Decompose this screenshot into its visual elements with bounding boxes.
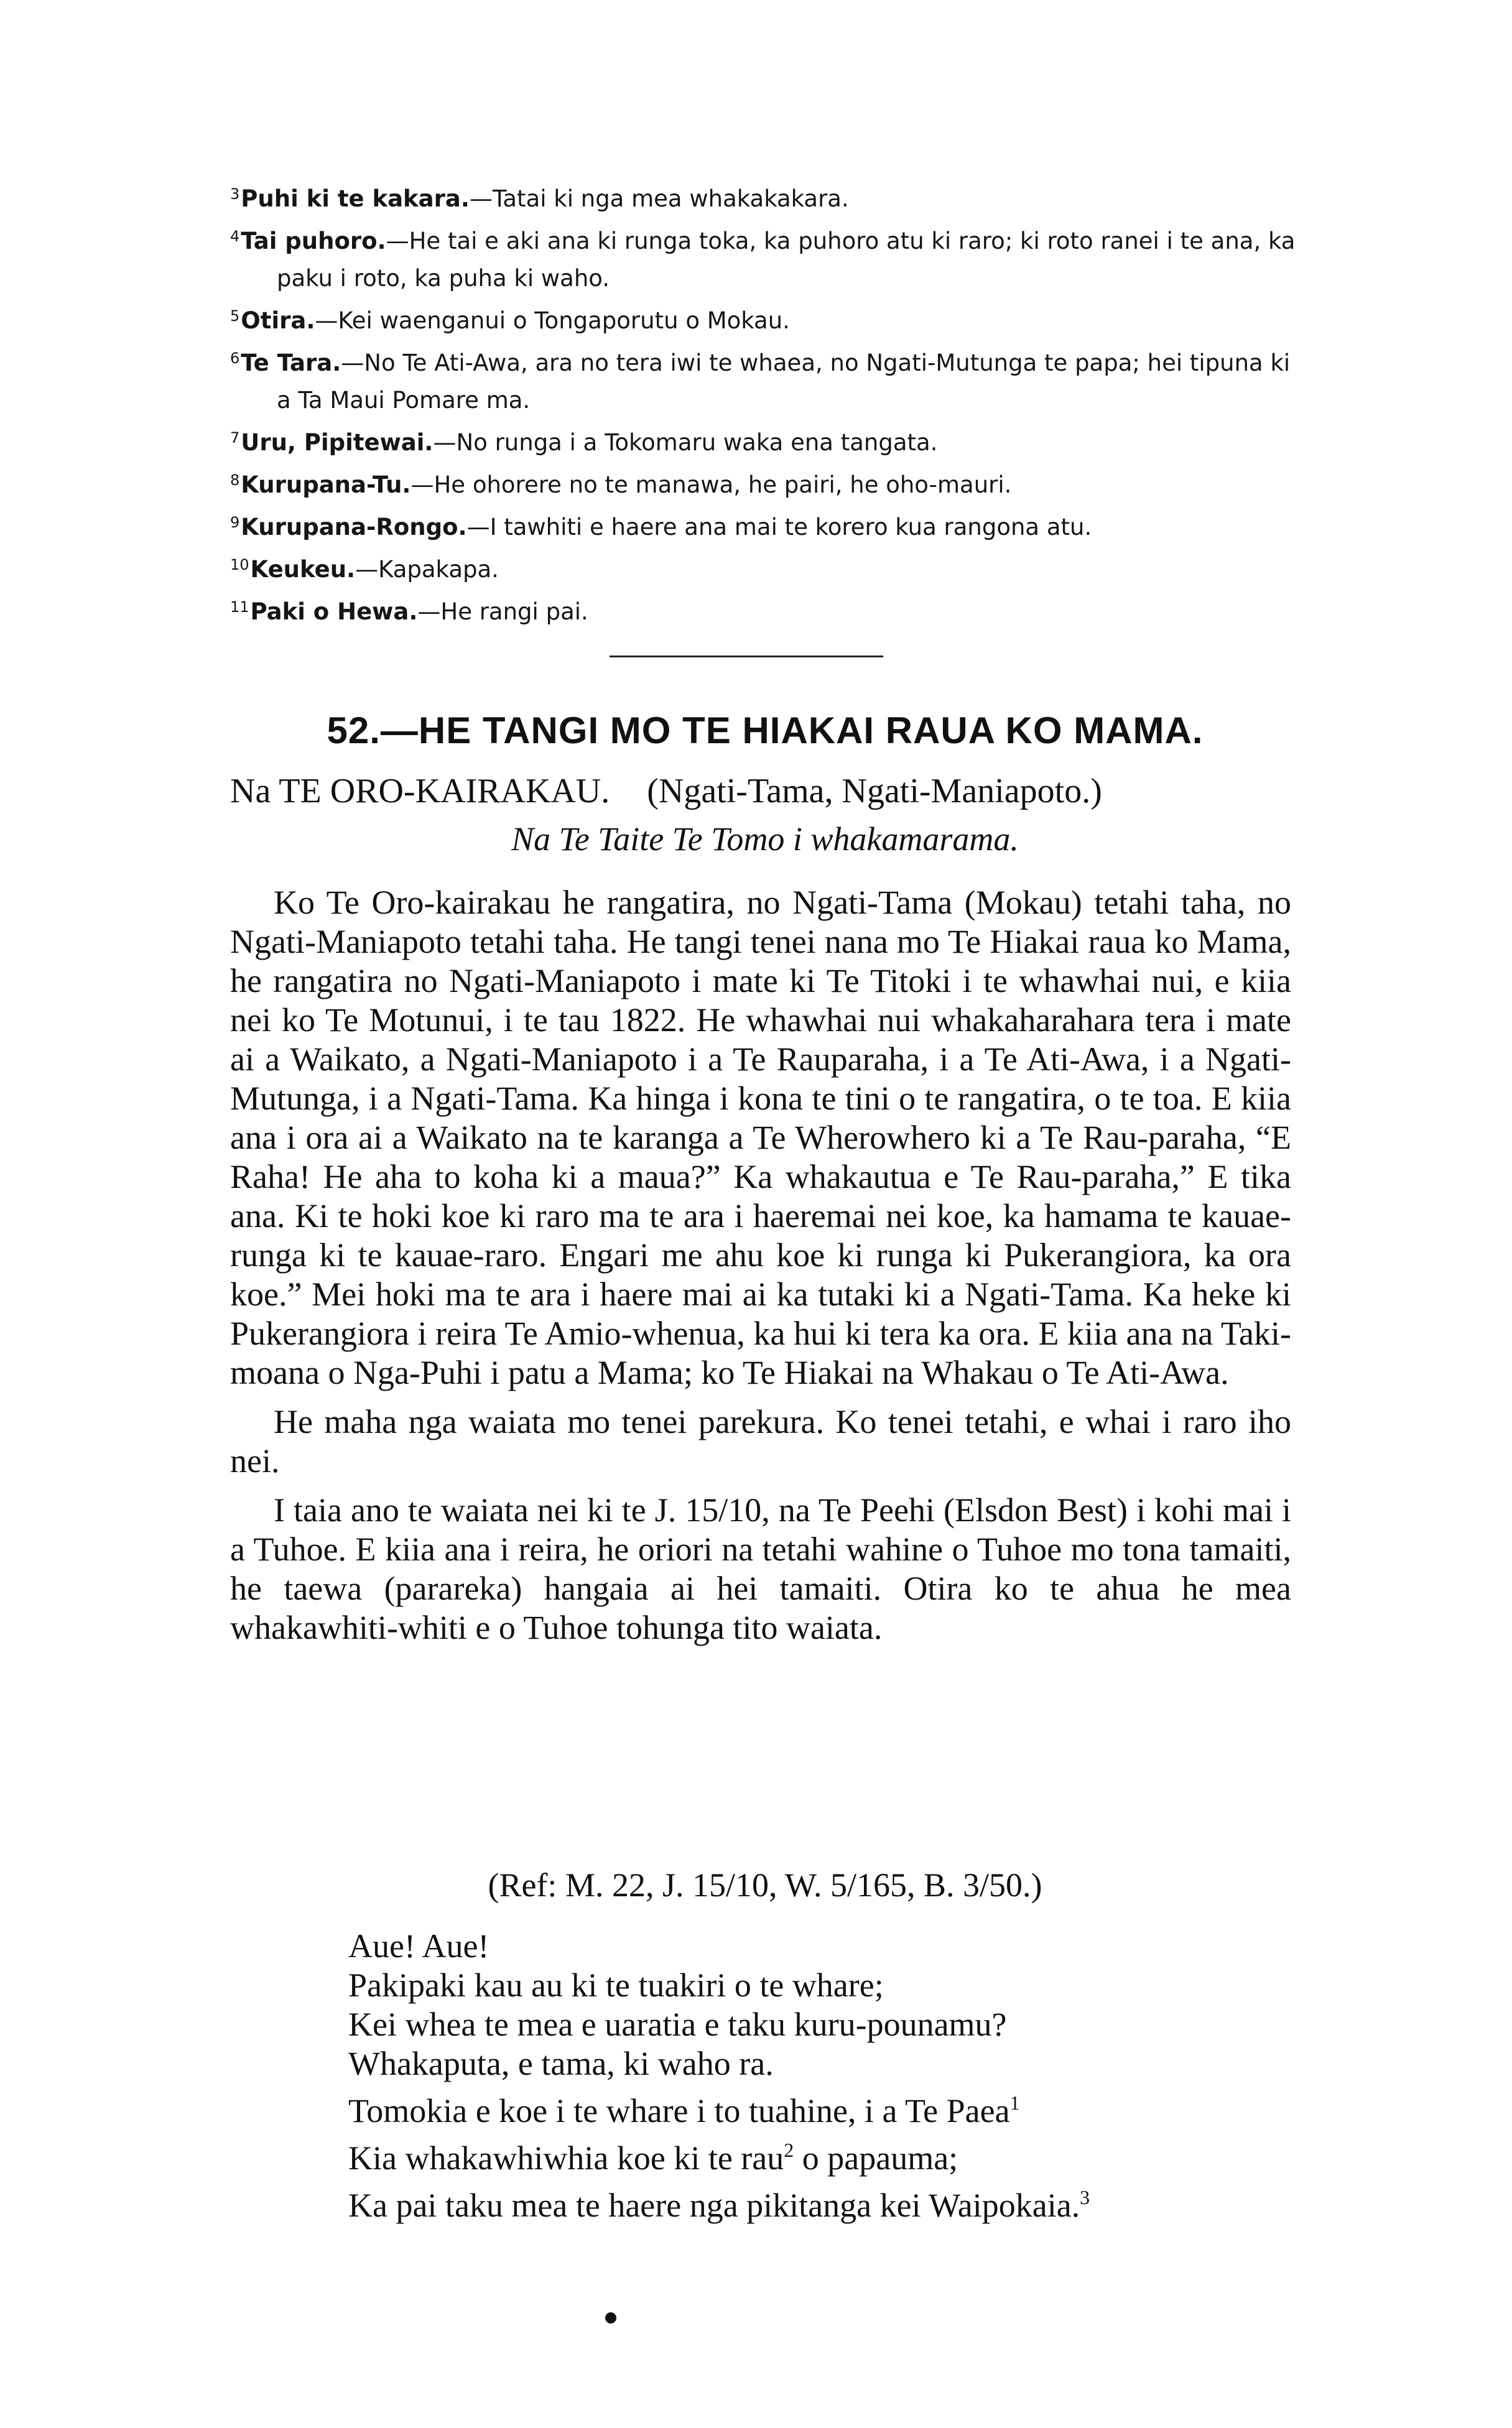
footnote-term: Otira.	[241, 307, 315, 334]
footnote-term: Keukeu.	[250, 556, 356, 583]
footnote-number: 10	[230, 556, 249, 573]
poem	[348, 1927, 1294, 2225]
poem-line-text: Aue! Aue!	[348, 1927, 489, 1965]
paragraph: I taia ano te waiata nei ki te J. 15/10, na Te Peehi (Elsdon Best) i kohi mai i a Tuhoe. E kiia ana i reira, he oriori na tetahi wahine o Tuhoe mo tona tamaiti, he taewa (parareka) hangaia ai hei tamaiti. Otira ko te ahua he mea whakawhiti-whiti e o Tuhoe tohunga tito waiata.	[230, 1491, 1291, 1646]
poem-line	[348, 2044, 1294, 2083]
poem-footnote-marker: 3	[1080, 2186, 1090, 2208]
footnote-text: —Kei waenganui o Tongaporutu o Mokau.	[315, 307, 790, 334]
footnote-number: 6	[230, 350, 240, 367]
poem-line-text: Kia whakawhiwhia koe ki te rau	[348, 2139, 784, 2177]
poem-line-text: Ka pai taku mea te haere nga pikitanga kei Waipokaia.	[348, 2187, 1080, 2224]
footnote-term: Kurupana-Rongo.	[241, 514, 467, 540]
footnote-text: —I tawhiti e haere ana mai te korero kua rangona atu.	[466, 514, 1092, 540]
poem-footnote-marker: 1	[1009, 2092, 1020, 2114]
poem-line	[348, 2178, 1294, 2225]
explanation-credit: Na Te Taite Te Tomo i whakamarama.	[511, 820, 1019, 858]
footnote	[230, 175, 1300, 218]
author-name: Na TE ORO-KAIRAKAU.	[230, 772, 610, 810]
footnote-number: 3	[230, 185, 240, 203]
footnote	[230, 297, 1300, 340]
footnote	[230, 504, 1300, 546]
footnotes-block	[230, 175, 1300, 631]
footnote-term: Paki o Hewa.	[250, 598, 418, 625]
poem-line-text: o papauma;	[794, 2139, 958, 2177]
poem-line	[348, 2131, 1294, 2178]
poem-line	[348, 2005, 1294, 2044]
poem-line-text: Tomokia e koe i te whare i to tuahine, i a Te Paea	[348, 2092, 1010, 2129]
section-divider	[610, 656, 883, 657]
page-mark-dot	[605, 2312, 616, 2324]
footnote-number: 5	[230, 307, 240, 325]
footnote-text: —No Te Ati-Awa, ara no tera iwi te whaea, no Ngati-Mutunga te papa; hei tipuna ki a Ta Maui Pomare ma.	[277, 350, 1291, 414]
footnote-term: Te Tara.	[241, 350, 341, 376]
tribe-names: (Ngati-Tama, Ngati-Maniapoto.)	[647, 772, 1102, 810]
footnote-text: —He tai e aki ana ki runga toka, ka puhoro atu ki raro; ki roto ranei i te ana, ka paku i roto, ka puha ki waho.	[277, 228, 1296, 292]
poem-line	[348, 1966, 1294, 2005]
footnote-text: —Kapakapa.	[355, 556, 499, 583]
paragraph: He maha nga waiata mo tenei parekura. Ko tenei tetahi, e whai i raro iho nei.	[230, 1403, 1291, 1480]
footnote	[230, 419, 1300, 461]
footnote	[230, 461, 1300, 504]
footnote-term: Kurupana-Tu.	[241, 471, 411, 498]
poem-footnote-marker: 2	[784, 2139, 794, 2161]
footnote	[230, 588, 1300, 631]
footnote-text: —No runga i a Tokomaru waka ena tangata.	[433, 429, 938, 456]
reference-line: (Ref: M. 22, J. 15/10, W. 5/165, B. 3/50.)	[488, 1866, 1042, 1904]
footnote-text: —He ohorere no te manawa, he pairi, he oho-mauri.	[410, 471, 1012, 498]
footnote-term: Tai puhoro.	[241, 228, 386, 254]
body-text	[230, 883, 1291, 1657]
paragraph: Ko Te Oro-kairakau he rangatira, no Ngati-Tama (Mokau) tetahi taha, no Ngati-Maniapoto tetahi taha. He tangi tenei nana mo Te Hiakai raua ko Mama, he rangatira no Ngati-Maniapoto i mate ki Te Titoki i te whawhai nui, e kiia nei ko Te Motunui, i te tau 1822. He whawhai nui whakaharahara tera i mate ai a Waikato, a Ngati-Maniapoto i a Te Rauparaha, i a Te Ati-Awa, i a Ngati-Mutunga, i a Ngati-Tama. Ka hinga i kona te tini o te rangatira, o te toa. E kiia ana i ora ai a Waikato na te karanga a Te Wherowhero ki a Te Rau-paraha, “E Raha! He aha to koha ki a maua?” Ka whakautua e Te Rau-paraha,” E tika ana. Ki te hoki koe ki raro ma te ara i haeremai nei koe, ka hamama te kauae-runga ki te kauae-raro. Engari me ahu koe ki runga ki Pukerangiora, ka ora koe.” Mei hoki ma te ara i haere mai ai ka tutaki ki a Ngati-Tama. Ka heke ki Pukerangiora i reira Te Amio-whenua, ka hui ki tera ka ora. E kiia ana na Taki-moana o Nga-Puhi i patu a Mama; ko Te Hiakai na Whakau o Te Ati-Awa.	[230, 884, 1291, 1391]
footnote-number: 11	[230, 598, 249, 616]
footnote	[230, 546, 1300, 588]
footnote-number: 7	[230, 429, 240, 447]
footnote-number: 9	[230, 514, 240, 531]
footnote-term: Uru, Pipitewai.	[241, 429, 434, 456]
footnote-term: Puhi ki te kakara.	[241, 185, 470, 212]
footnote	[230, 340, 1300, 419]
footnote	[230, 218, 1300, 297]
poem-line	[348, 2083, 1294, 2131]
poem-line-text: Pakipaki kau au ki te tuakiri o te whare;	[348, 1967, 884, 2004]
footnote-number: 8	[230, 471, 240, 489]
poem-line-text: Kei whea te mea e uaratia e taku kuru-pounamu?	[348, 2006, 1007, 2043]
footnote-number: 4	[230, 228, 240, 245]
footnote-text: —Tatai ki nga mea whakakakara.	[469, 185, 849, 212]
poem-line	[348, 1927, 1294, 1966]
byline	[230, 771, 1300, 811]
section-title: 52.—HE TANGI MO TE HIAKAI RAUA KO MAMA.	[327, 710, 1204, 751]
footnote-text: —He rangi pai.	[417, 598, 588, 625]
poem-line-text: Whakaputa, e tama, ki waho ra.	[348, 2045, 774, 2082]
